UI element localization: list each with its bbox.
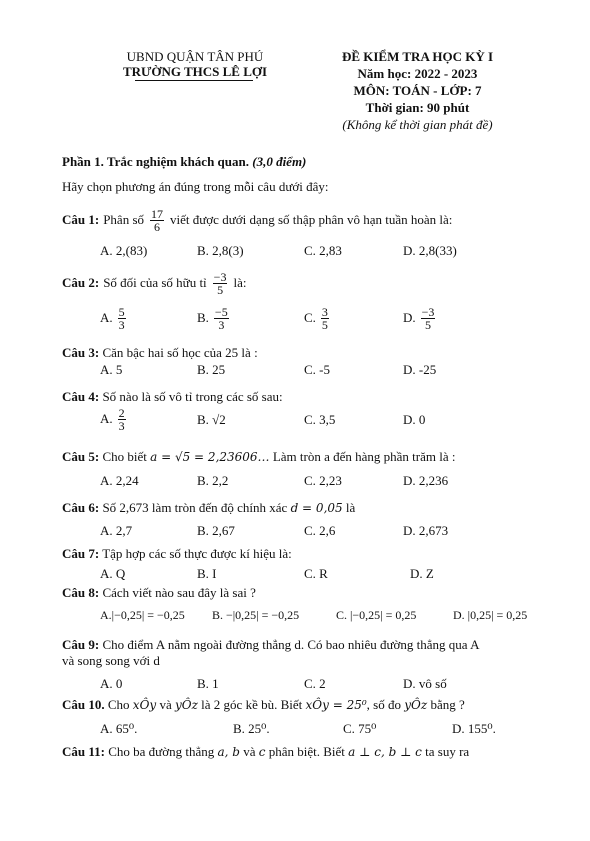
- question-text: viết được dưới dạng số thập phân vô hạn tuần hoàn là:: [170, 212, 453, 227]
- option-a[interactable]: A. 5: [100, 362, 123, 377]
- question-label: Câu 5:: [62, 449, 100, 464]
- district-name: UBND QUẬN TÂN PHÚ: [126, 49, 264, 64]
- option-b[interactable]: B. 25: [197, 362, 226, 377]
- fraction: $\frac{17}{6}$: [151, 206, 164, 234]
- question-text: Cho điểm A nằm ngoài đường thẳng d. Có bao nhiêu đường thẳng qua A: [102, 637, 480, 652]
- question-text: là: [345, 500, 356, 515]
- duration-note: (Không kể thời gian phát đề): [342, 117, 493, 132]
- question-text: và: [243, 744, 256, 759]
- variables: a, b: [217, 745, 240, 759]
- option-d[interactable]: D. $\frac{-3}{5}$: [403, 304, 435, 332]
- question-text-cont: và song song với d: [62, 653, 160, 668]
- option-d[interactable]: D. 155⁰.: [452, 721, 496, 736]
- section-heading: [62, 154, 306, 170]
- question-text: Làm tròn a đến hàng phần trăm là :: [272, 449, 456, 464]
- option-b[interactable]: B. −|0,25| = −0,25: [212, 608, 300, 622]
- question-3: [62, 345, 258, 361]
- option-a[interactable]: A. 0: [100, 676, 123, 691]
- formula: a = √5 = 2,23606…: [150, 450, 270, 464]
- option-c[interactable]: C. 75⁰: [343, 721, 377, 736]
- question-text: Số đối của số hữu tỉ: [103, 275, 207, 290]
- question-label: Câu 8:: [62, 585, 100, 600]
- question-label: Câu 9:: [62, 637, 100, 652]
- question-text: phân biệt. Biết: [268, 744, 345, 759]
- option-c[interactable]: C. 2: [304, 676, 326, 691]
- question-8: [62, 585, 256, 601]
- question-label: Câu 1:: [62, 212, 100, 227]
- option-b[interactable]: B. 25⁰.: [233, 721, 270, 736]
- option-c[interactable]: C. |−0,25| = 0,25: [336, 608, 417, 622]
- option-b[interactable]: B. √2: [197, 412, 226, 427]
- formula: a ⊥ c, b ⊥ c: [348, 745, 422, 759]
- question-text: Phân số: [103, 212, 145, 227]
- formula: xÔy = 25⁰: [305, 698, 367, 712]
- option-c[interactable]: C. 2,6: [304, 523, 336, 538]
- option-c[interactable]: C. 2,83: [304, 243, 342, 258]
- option-c[interactable]: C. -5: [304, 362, 330, 377]
- option-b[interactable]: B. 2,8(3): [197, 243, 244, 258]
- question-7: [62, 546, 292, 562]
- option-a[interactable]: A. $\frac{5}{3}$: [100, 304, 125, 332]
- question-text: là:: [233, 275, 247, 290]
- option-b[interactable]: B. I: [197, 566, 217, 581]
- option-d[interactable]: D. Z: [410, 566, 434, 581]
- option-b[interactable]: B. 2,67: [197, 523, 235, 538]
- option-a[interactable]: A.|−0,25| = −0,25: [100, 608, 185, 622]
- angle: xÔy: [132, 698, 157, 712]
- question-text: và: [159, 697, 172, 712]
- question-text: Cách viết nào sau đây là sai ?: [102, 585, 256, 600]
- option-c[interactable]: C. R: [304, 566, 328, 581]
- question-10: [62, 697, 465, 713]
- fraction: $\frac{-3}{5}$: [213, 269, 227, 297]
- option-c[interactable]: C. $\frac{3}{5}$: [304, 304, 328, 332]
- school-underline: [135, 80, 253, 81]
- option-a[interactable]: A. 2,7: [100, 523, 133, 538]
- option-a[interactable]: A. Q: [100, 566, 126, 581]
- angle: yÔz: [404, 698, 428, 712]
- option-a[interactable]: A. 65⁰.: [100, 721, 138, 736]
- option-d[interactable]: D. -25: [403, 362, 437, 377]
- school-name: TRƯỜNG THCS LÊ LỢI: [122, 64, 268, 79]
- question-text: Căn bậc hai số học của 25 là :: [102, 345, 258, 360]
- option-a[interactable]: A. 2,(83): [100, 243, 148, 258]
- question-label: Câu 11:: [62, 744, 105, 759]
- exam-duration: Thời gian: 90 phút: [365, 100, 470, 115]
- question-text: Số 2,673 làm tròn đến độ chính xác: [102, 500, 288, 515]
- question-text: là 2 góc kề bù. Biết: [201, 697, 303, 712]
- option-b[interactable]: B. 2,2: [197, 473, 229, 488]
- exam-title: ĐỀ KIỂM TRA HỌC KỲ I: [341, 49, 494, 64]
- option-d[interactable]: D. 2,8(33): [403, 243, 457, 258]
- question-11: [62, 744, 469, 760]
- section-instruction: Hãy chọn phương án đúng trong mỗi câu dưới đây:: [62, 179, 329, 194]
- angle: yÔz: [174, 698, 198, 712]
- option-d[interactable]: D. vô số: [403, 676, 447, 691]
- option-b[interactable]: B. 1: [197, 676, 219, 691]
- formula: d = 0,05: [290, 501, 343, 515]
- question-text: , số đo: [366, 697, 401, 712]
- question-label: Câu 2:: [62, 275, 100, 290]
- question-5: [62, 449, 455, 465]
- option-d[interactable]: D. |0,25| = 0,25: [453, 608, 528, 622]
- option-c[interactable]: C. 3,5: [304, 412, 336, 427]
- option-c[interactable]: C. 2,23: [304, 473, 342, 488]
- section-points: (3,0 điểm): [252, 154, 307, 169]
- option-d[interactable]: D. 2,673: [403, 523, 449, 538]
- question-text: ta suy ra: [425, 744, 470, 759]
- school-year: Năm học: 2022 - 2023: [357, 66, 478, 81]
- question-4: [62, 389, 283, 405]
- question-label: Câu 4:: [62, 389, 100, 404]
- question-label: Câu 7:: [62, 546, 100, 561]
- section-title: Phần 1. Trắc nghiệm khách quan.: [62, 154, 249, 169]
- option-a[interactable]: A. $\frac{2}{3}$: [100, 405, 125, 433]
- question-text: Cho biết: [102, 449, 147, 464]
- option-a[interactable]: A. 2,24: [100, 473, 139, 488]
- question-text: Cho ba đường thẳng: [108, 744, 215, 759]
- question-6: [62, 500, 355, 516]
- question-label: Câu 3:: [62, 345, 100, 360]
- question-text: Số nào là số vô tỉ trong các số sau:: [102, 389, 283, 404]
- option-b[interactable]: B. $\frac{-5}{3}$: [197, 304, 228, 332]
- question-label: Câu 6:: [62, 500, 100, 515]
- question-text: Tập hợp các số thực được kí hiệu là:: [102, 546, 292, 561]
- subject-grade: MÔN: TOÁN - LỚP: 7: [353, 83, 482, 98]
- variable: c: [258, 745, 266, 759]
- question-9: [62, 637, 479, 653]
- question-2: [62, 268, 246, 298]
- question-text: bằng ?: [430, 697, 465, 712]
- question-text: Cho: [107, 697, 130, 712]
- option-d[interactable]: D. 2,236: [403, 473, 449, 488]
- question-1: [62, 205, 452, 235]
- question-label: Câu 10.: [62, 697, 105, 712]
- option-d[interactable]: D. 0: [403, 412, 426, 427]
